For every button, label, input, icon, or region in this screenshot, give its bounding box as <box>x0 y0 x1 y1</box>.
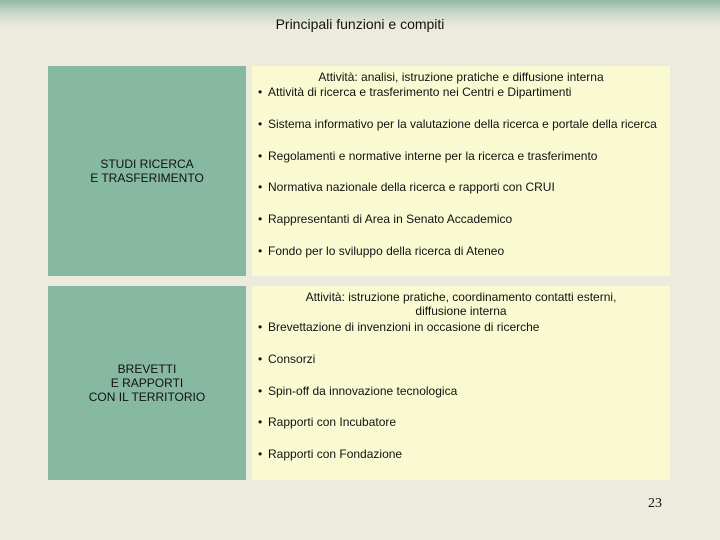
bullet-icon: • <box>258 352 263 366</box>
list-item: • Brevettazione di invenzioni in occasione di ricerche <box>258 320 540 334</box>
bullet-icon: • <box>258 384 263 398</box>
page-number: 23 <box>648 496 662 511</box>
section-label-line: CON IL TERRITORIO <box>88 390 206 404</box>
section-label-box-studi <box>48 66 246 276</box>
section-label <box>89 362 205 404</box>
bullet-icon: • <box>258 244 263 258</box>
section-label-line: STUDI RICERCA <box>100 157 194 171</box>
section-label-line: E TRASFERIMENTO <box>90 171 204 185</box>
list-item: • Fondo per lo sviluppo della ricerca di Ateneo <box>258 244 505 258</box>
list-item: • Rapporti con Incubatore <box>258 415 397 429</box>
list-item: • Sistema informativo per la valutazione della ricerca e portale della ricerca <box>258 117 657 131</box>
list-item: • Rapporti con Fondazione <box>258 447 403 461</box>
page-title: Principali funzioni e compiti <box>275 16 445 32</box>
list-item: • Normativa nazionale della ricerca e rapporti con CRUI <box>258 180 555 194</box>
list-item: • Regolamenti e normative interne per la ricerca e trasferimento <box>258 149 598 163</box>
bullet-icon: • <box>258 320 263 334</box>
bullet-icon: • <box>258 415 263 429</box>
bullet-icon: • <box>258 117 263 131</box>
section-content-box-studi <box>252 66 670 276</box>
list-item: • Spin-off da innovazione tecnologica <box>258 384 458 398</box>
section-heading: Attività: analisi, istruzione pratiche e diffusione interna <box>318 70 604 84</box>
section-label-box-brevetti <box>48 286 246 480</box>
bullet-icon: • <box>258 85 263 99</box>
section-content-box-brevetti <box>252 286 670 480</box>
section-label-line: BREVETTI <box>117 362 177 376</box>
list-item: • Attività di ricerca e trasferimento nei Centri e Dipartimenti <box>258 85 572 99</box>
list-item: • Consorzi <box>258 352 316 366</box>
section-label-line: E RAPPORTI <box>110 376 184 390</box>
section-label <box>90 157 204 185</box>
section-heading: diffusione interna <box>415 304 507 318</box>
bullet-icon: • <box>258 447 263 461</box>
bullet-icon: • <box>258 212 263 226</box>
list-item: • Rappresentanti di Area in Senato Accademico <box>258 212 513 226</box>
bullet-icon: • <box>258 180 263 194</box>
bullet-icon: • <box>258 149 263 163</box>
section-heading: Attività: istruzione pratiche, coordinamento contatti esterni, <box>305 290 617 304</box>
